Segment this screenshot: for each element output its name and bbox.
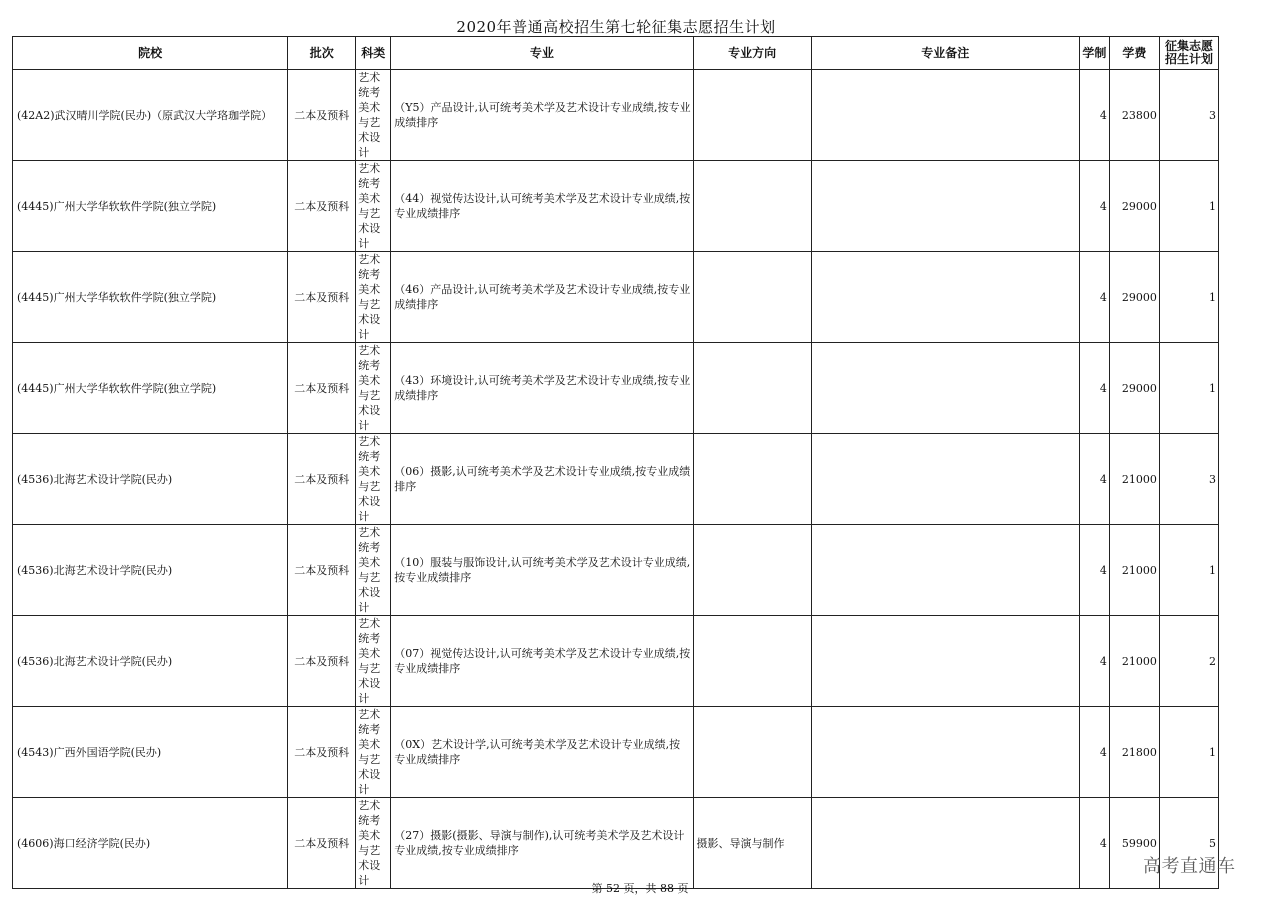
cell-note (811, 616, 1079, 707)
cell-plan: 1 (1159, 161, 1218, 252)
cell-direction: 摄影、导演与制作 (693, 798, 811, 889)
cell-years: 4 (1079, 70, 1109, 161)
cell-plan: 1 (1159, 252, 1218, 343)
cell-school: (4606)海口经济学院(民办) (13, 798, 288, 889)
cell-note (811, 525, 1079, 616)
cell-direction (693, 434, 811, 525)
cell-school: (42A2)武汉晴川学院(民办)（原武汉大学珞珈学院） (13, 70, 288, 161)
cell-plan: 1 (1159, 707, 1218, 798)
cell-fee: 21000 (1109, 525, 1159, 616)
cell-fee: 21000 (1109, 616, 1159, 707)
cell-category: 艺术统考美术与艺术设计 (356, 343, 391, 434)
cell-fee: 29000 (1109, 161, 1159, 252)
cell-direction (693, 70, 811, 161)
watermark-text: 高考直通车 (1143, 856, 1236, 877)
cell-years: 4 (1079, 798, 1109, 889)
cell-plan: 3 (1159, 70, 1218, 161)
cell-direction (693, 616, 811, 707)
cell-note (811, 707, 1079, 798)
cell-major: （46）产品设计,认可统考美术学及艺术设计专业成绩,按专业成绩排序 (391, 252, 693, 343)
table-row (13, 70, 1219, 161)
cell-fee: 29000 (1109, 343, 1159, 434)
enrollment-plan-table (12, 36, 1219, 889)
cell-major: （Y5）产品设计,认可统考美术学及艺术设计专业成绩,按专业成绩排序 (391, 70, 693, 161)
header-major: 专业 (391, 37, 693, 70)
header-fee: 学费 (1109, 37, 1159, 70)
cell-major: （44）视觉传达设计,认可统考美术学及艺术设计专业成绩,按专业成绩排序 (391, 161, 693, 252)
cell-note (811, 343, 1079, 434)
table-header-row (13, 37, 1219, 70)
cell-plan: 1 (1159, 343, 1218, 434)
cell-direction (693, 343, 811, 434)
cell-major: （43）环境设计,认可统考美术学及艺术设计专业成绩,按专业成绩排序 (391, 343, 693, 434)
page-number: 第 52 页，共 88 页 (591, 882, 689, 895)
cell-direction (693, 161, 811, 252)
cell-fee: 21800 (1109, 707, 1159, 798)
header-years: 学制 (1079, 37, 1109, 70)
cell-years: 4 (1079, 161, 1109, 252)
table-row (13, 161, 1219, 252)
header-direction: 专业方向 (693, 37, 811, 70)
cell-major: （10）服装与服饰设计,认可统考美术学及艺术设计专业成绩,按专业成绩排序 (391, 525, 693, 616)
cell-school: (4445)广州大学华软软件学院(独立学院) (13, 161, 288, 252)
document-title: 2020年普通高校招生第七轮征集志愿招生计划 (456, 18, 776, 36)
cell-category: 艺术统考美术与艺术设计 (356, 707, 391, 798)
header-batch: 批次 (288, 37, 356, 70)
table-row (13, 707, 1219, 798)
cell-school: (4536)北海艺术设计学院(民办) (13, 616, 288, 707)
cell-fee: 29000 (1109, 252, 1159, 343)
table-row (13, 616, 1219, 707)
cell-note (811, 252, 1079, 343)
cell-batch: 二本及预科 (288, 616, 356, 707)
cell-years: 4 (1079, 707, 1109, 798)
cell-category: 艺术统考美术与艺术设计 (356, 434, 391, 525)
cell-years: 4 (1079, 525, 1109, 616)
cell-batch: 二本及预科 (288, 434, 356, 525)
cell-major: （06）摄影,认可统考美术学及艺术设计专业成绩,按专业成绩排序 (391, 434, 693, 525)
cell-category: 艺术统考美术与艺术设计 (356, 161, 391, 252)
cell-batch: 二本及预科 (288, 343, 356, 434)
cell-category: 艺术统考美术与艺术设计 (356, 616, 391, 707)
cell-fee: 59900 (1109, 798, 1159, 889)
cell-years: 4 (1079, 616, 1109, 707)
cell-direction (693, 525, 811, 616)
cell-note (811, 434, 1079, 525)
cell-plan: 1 (1159, 525, 1218, 616)
cell-note (811, 798, 1079, 889)
cell-school: (4543)广西外国语学院(民办) (13, 707, 288, 798)
header-school: 院校 (13, 37, 288, 70)
cell-category: 艺术统考美术与艺术设计 (356, 252, 391, 343)
cell-fee: 23800 (1109, 70, 1159, 161)
cell-plan: 3 (1159, 434, 1218, 525)
header-note: 专业备注 (811, 37, 1079, 70)
cell-note (811, 70, 1079, 161)
cell-major: （07）视觉传达设计,认可统考美术学及艺术设计专业成绩,按专业成绩排序 (391, 616, 693, 707)
cell-batch: 二本及预科 (288, 707, 356, 798)
cell-direction (693, 252, 811, 343)
table-row (13, 525, 1219, 616)
cell-note (811, 161, 1079, 252)
header-category: 科类 (356, 37, 391, 70)
cell-years: 4 (1079, 434, 1109, 525)
cell-years: 4 (1079, 252, 1109, 343)
cell-major: （27）摄影(摄影、导演与制作),认可统考美术学及艺术设计专业成绩,按专业成绩排序 (391, 798, 693, 889)
cell-school: (4445)广州大学华软软件学院(独立学院) (13, 252, 288, 343)
cell-category: 艺术统考美术与艺术设计 (356, 798, 391, 889)
cell-school: (4536)北海艺术设计学院(民办) (13, 525, 288, 616)
cell-years: 4 (1079, 343, 1109, 434)
cell-batch: 二本及预科 (288, 252, 356, 343)
cell-major: （0X）艺术设计学,认可统考美术学及艺术设计专业成绩,按专业成绩排序 (391, 707, 693, 798)
header-plan: 征集志愿招生计划 (1159, 37, 1218, 70)
table-row (13, 343, 1219, 434)
cell-batch: 二本及预科 (288, 70, 356, 161)
cell-batch: 二本及预科 (288, 798, 356, 889)
table-row (13, 252, 1219, 343)
cell-school: (4445)广州大学华软软件学院(独立学院) (13, 343, 288, 434)
table-row (13, 434, 1219, 525)
cell-direction (693, 707, 811, 798)
cell-batch: 二本及预科 (288, 525, 356, 616)
cell-category: 艺术统考美术与艺术设计 (356, 70, 391, 161)
cell-plan: 2 (1159, 616, 1218, 707)
cell-school: (4536)北海艺术设计学院(民办) (13, 434, 288, 525)
cell-category: 艺术统考美术与艺术设计 (356, 525, 391, 616)
cell-batch: 二本及预科 (288, 161, 356, 252)
cell-plan: 5 (1159, 798, 1218, 889)
table-row (13, 798, 1219, 889)
cell-fee: 21000 (1109, 434, 1159, 525)
